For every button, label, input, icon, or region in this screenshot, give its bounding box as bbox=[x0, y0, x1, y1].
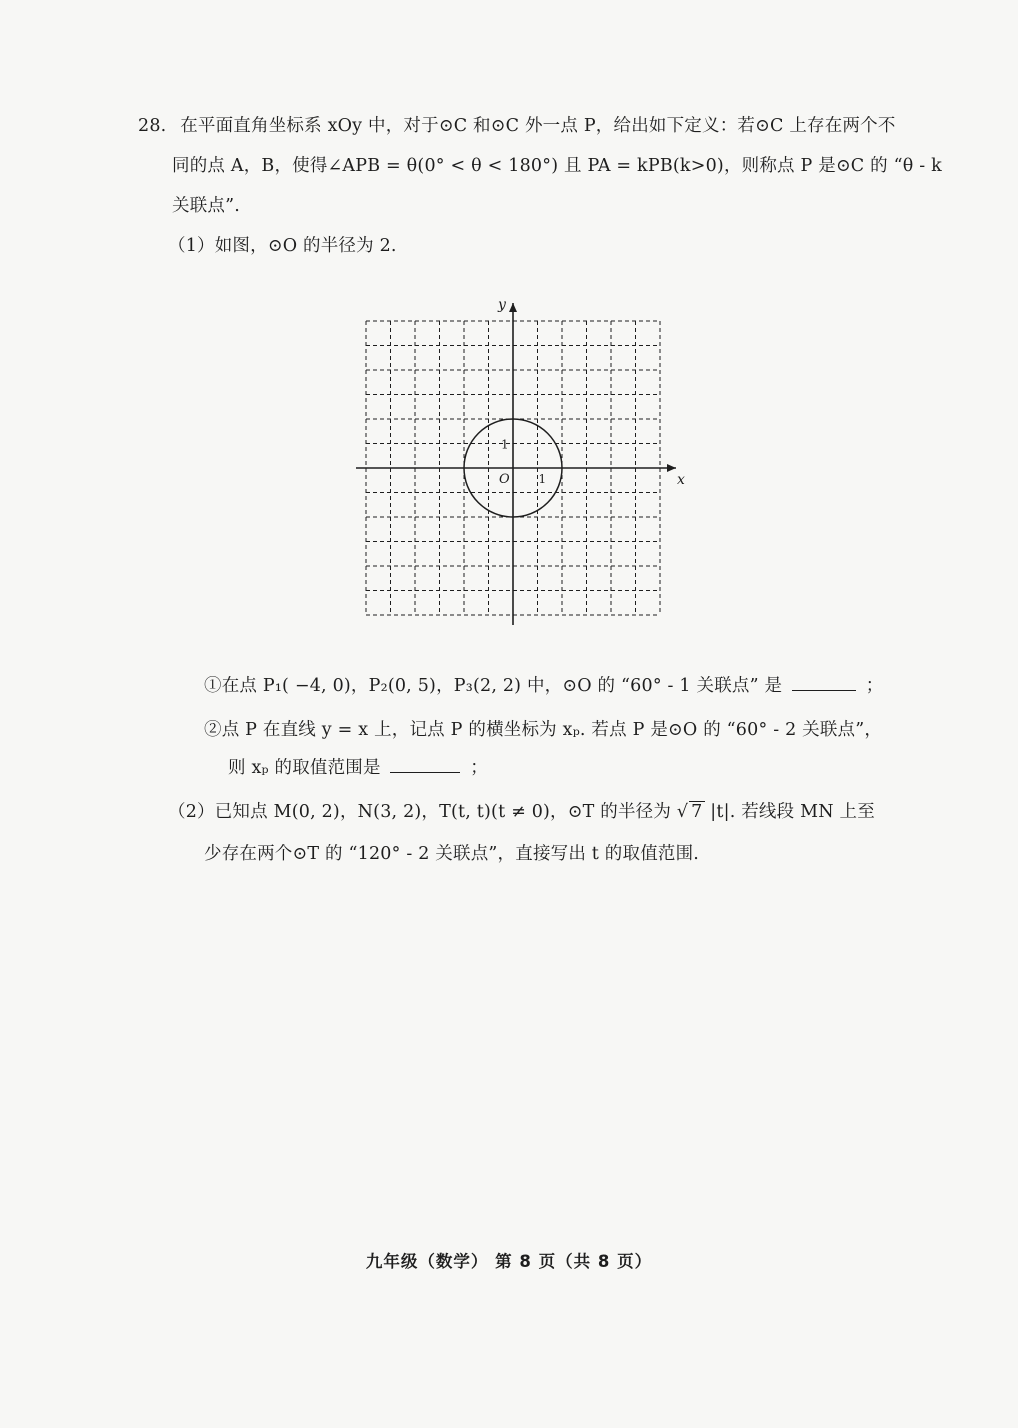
part-2-text-a: （2）已知点 M(0, 2)，N(3, 2)，T(t, t)(t ≠ 0)，⊙T 的半径为 bbox=[168, 802, 677, 822]
answer-blank-2[interactable] bbox=[390, 758, 460, 773]
question-2-end: ； bbox=[470, 758, 488, 778]
coordinate-figure bbox=[350, 296, 685, 626]
question-2-line-1: ②点 P 在直线 y = x 上，记点 P 的横坐标为 xₚ. 若点 P 是⊙O 的 “60° - 2 关联点”， bbox=[204, 720, 883, 740]
problem-intro-line-3: 关联点”. bbox=[172, 196, 241, 216]
sqrt-radicand: 7 bbox=[691, 802, 703, 822]
question-1-text: ①在点 P₁( −4, 0)，P₂(0, 5)，P₃(2, 2) 中，⊙O 的 “60° - 1 关联点” 是 bbox=[204, 676, 783, 696]
question-2-line-2 bbox=[228, 754, 488, 779]
problem-number: 28. bbox=[138, 116, 167, 136]
y-tick-label: 1 bbox=[501, 437, 509, 452]
answer-blank-1[interactable] bbox=[792, 676, 856, 691]
x-axis-arrow bbox=[667, 464, 676, 472]
problem-intro-line-1: 在平面直角坐标系 xOy 中，对于⊙C 和⊙C 外一点 P，给出如下定义：若⊙C 上存在两个不 bbox=[180, 116, 896, 136]
question-2-text: 则 xₚ 的取值范围是 bbox=[228, 758, 381, 778]
problem-line-1 bbox=[138, 112, 896, 137]
origin-label: O bbox=[499, 472, 510, 487]
question-1-end: ； bbox=[865, 676, 884, 696]
page-footer: 九年级（数学） 第 8 页（共 8 页） bbox=[365, 1252, 653, 1271]
x-axis-label: x bbox=[677, 472, 685, 488]
x-tick-label: 1 bbox=[538, 472, 547, 486]
part-2-line-1 bbox=[168, 798, 875, 823]
problem-intro-line-2: 同的点 A，B，使得∠APB = θ(0° < θ < 180°) 且 PA = kPB(k>0)，则称点 P 是⊙C 的 “θ - k bbox=[172, 156, 942, 176]
y-axis-arrow bbox=[509, 303, 517, 312]
sqrt-symbol: √ bbox=[676, 802, 689, 822]
part-2-text-b: |t|. 若线段 MN 上至 bbox=[710, 802, 875, 822]
y-axis-label: y bbox=[498, 297, 506, 313]
axes bbox=[356, 303, 676, 625]
part-1-heading: （1）如图，⊙O 的半径为 2. bbox=[168, 236, 397, 256]
question-1 bbox=[204, 672, 883, 697]
part-2-line-2: 少存在两个⊙T 的 “120° - 2 关联点”，直接写出 t 的取值范围. bbox=[204, 844, 700, 864]
